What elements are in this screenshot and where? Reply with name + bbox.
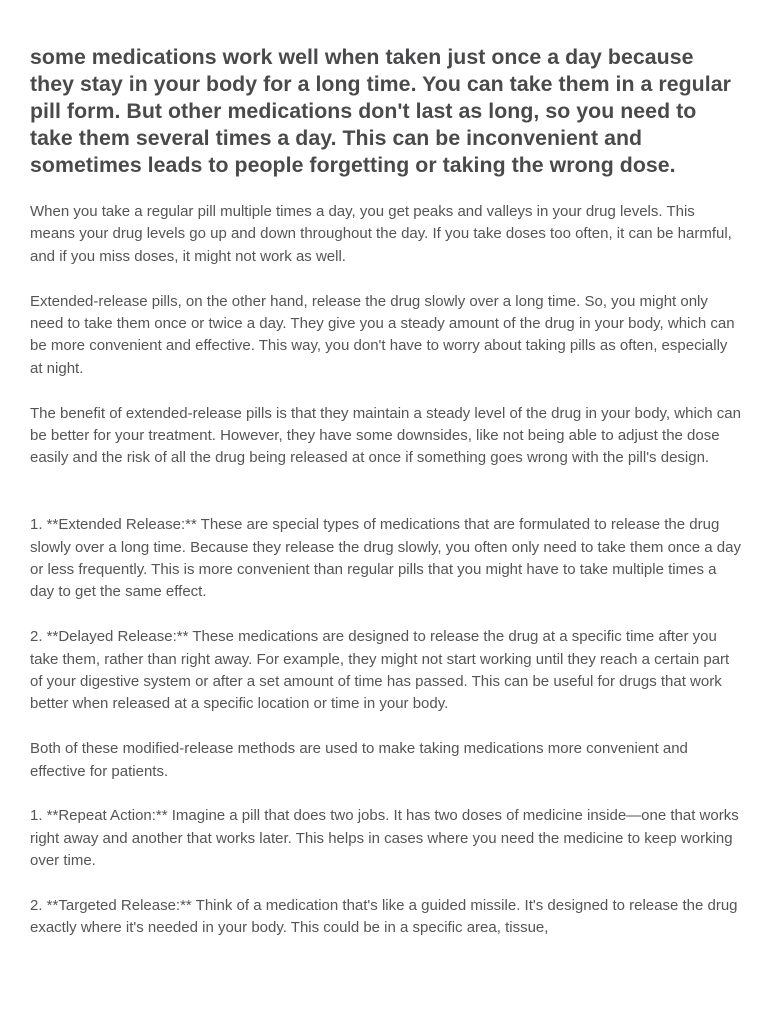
list-item-targeted-release: 2. **Targeted Release:** Think of a medication that's like a guided missile. It's designed to release the drug exactly where it's needed in your body. This could be in a specific area, tissue, [30,897,738,937]
list-item-extended-release: 1. **Extended Release:** These are special types of medications that are formulated to release the drug slowly over a long time. Because they release the drug slowly, you often only need to take them once a day or less frequently. This is more convenient than regular pills that you might have to take multiple times a day to get the same effect. [30,516,741,601]
document-body [30,44,742,940]
paragraph-modified-release-summary: Both of these modified-release methods are used to make taking medications more convenient and effective for patients. [30,740,688,780]
intro-heading: some medications work well when taken just once a day because they stay in your body for a long time. You can take them in a regular pill form. But other medications don't last as long, so you need to take them several times a day. This can be inconvenient and sometimes leads to people forgetting or taking the wrong dose. [30,45,731,177]
list-item-repeat-action: 1. **Repeat Action:** Imagine a pill that does two jobs. It has two doses of medicine inside—one that works right away and another that works later. This helps in cases where you need the medicine to keep working over time. [30,807,739,870]
paragraph-extended-release-pills: Extended-release pills, on the other hand, release the drug slowly over a long time. So, you might only need to take them once or twice a day. They give you a steady amount of the drug in your body, which can be more convenient and effective. This way, you don't have to worry about taking pills as often, especially at night. [30,292,735,377]
paragraph-benefit: The benefit of extended-release pills is that they maintain a steady level of the drug in your body, which can be better for your treatment. However, they have some downsides, like not being able to adjust the dose easily and the risk of all the drug being released at once if something goes wrong with the pill's design. [30,404,741,467]
paragraph-peaks-valleys: When you take a regular pill multiple times a day, you get peaks and valleys in your drug levels. This means your drug levels go up and down throughout the day. If you take doses too often, it can be harmful, and if you miss doses, it might not work as well. [30,203,732,265]
list-item-delayed-release: 2. **Delayed Release:** These medications are designed to release the drug at a specific time after you take them, rather than right away. For example, they might not start working until they reach a certain part of your digestive system or after a set amount of time has passed. This can be useful for drugs that work better when released at a specific location or time in your body. [30,628,730,713]
